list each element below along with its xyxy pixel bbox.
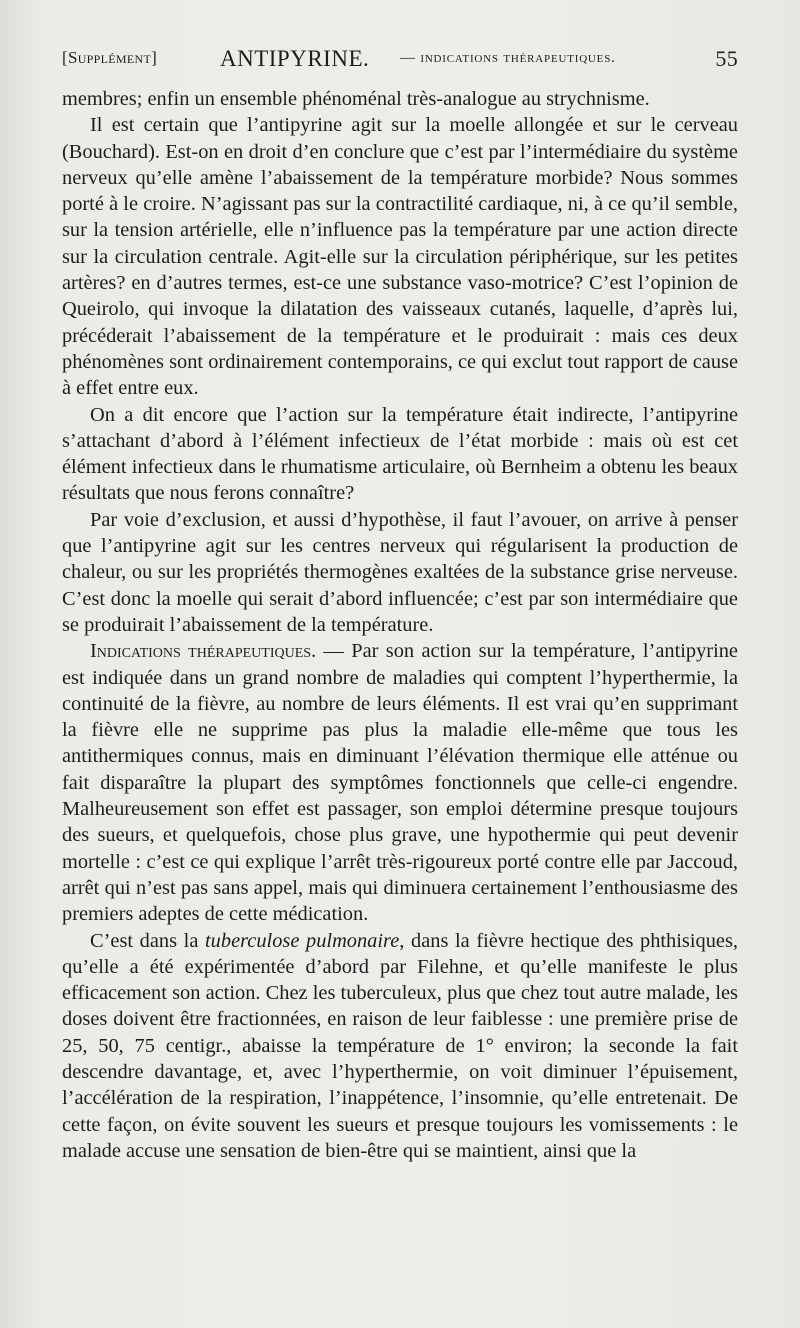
paragraph: Il est certain que l’antipyrine agit sur la moelle allongée et sur le cerveau (Bouchard). Est-on en droit d’en conclure que c’est par l’intermédiaire du système nerveux qu’elle amène l’abaissement de la température morbide? Nous sommes porté à le croire. N’agissant pas sur la contractilité cardiaque, ni, à ce qu’il semble, sur la tension artérielle, elle n’influence pas la température par une action directe sur la circulation centrale. Agit-elle sur la circulation périphérique, sur les petites artères? en d’autres termes, est-ce une substance vaso-motrice? C’est l’opinion de Queirolo, qui invoque la dilatation des vaisseaux cutanés, laquelle, d’après lui, précéderait l’abaissement de la température et le produirait : mais ces deux phénomènes sont ordinairement contemporains, ce qui exclut tout rapport de cause à effet entre eux.: [62, 114, 738, 400]
running-header: [62, 46, 738, 80]
paragraph-indications: Indications thérapeutiques. — Par son action sur la température, l’antipyrine est indiquée dans un grand nombre de maladies qui comptent l’hyperthermie, la continuité de la fièvre, au nombre de leurs éléments. Il est vrai qu’en supprimant la fièvre elle ne supprime pas plus la maladie elle-même que tous les antithermiques connus, mais en diminuant l’élévation thermique elle atténue ou fait disparaître la plupart des symptômes fonctionnels que celle-ci engendre. Malheureusement son effet est passager, son emploi détermine presque toujours des sueurs, et quelquefois, chose plus grave, une hypothermie qui peut devenir mortelle : c’est ce qui explique l’arrêt très-rigoureux porté contre elle par Jaccoud, arrêt qui n’est pas sans appel, mais qui diminuera certainement l’enthousiasme des premiers adeptes de cette médication.: [62, 640, 738, 926]
section-heading: Indications thérapeutiques.: [90, 640, 317, 663]
paragraph-tuberculose: C’est dans la tuberculose pulmonaire, dans la fièvre hectique des phthisiques, qu’elle a été expérimentée d’abord par Filehne, et qu’elle manifeste le plus efficacement son action. Chez les tuberculeux, plus que chez tout autre malade, les doses doivent être fractionnées, en raison de leur faiblesse : une première prise de 25, 50, 75 centigr., abaisse la température de 1° environ; la seconde la fait descendre davantage, et, avec l’hyperthermie, on voit diminuer l’épuisement, l’accélération de la respiration, l’inappétence, l’insomnie, qu’elle entretenait. De cette façon, on évite souvent les sueurs et presque toujours les vomissements : le malade accuse une sensation de bien-être qui se maintient, ainsi que la: [62, 929, 738, 1162]
paragraph: On a dit encore que l’action sur la température était indirecte, l’antipyrine s’attachant d’abord à l’élément infectieux de l’état morbide : mais où est cet élément infectieux dans le rhumatisme articulaire, où Bernheim a obtenu les beaux résultats que nous ferons connaître?: [62, 403, 738, 505]
header-title: ANTIPYRINE.: [220, 46, 370, 71]
paragraph: Par voie d’exclusion, et aussi d’hypothèse, il faut l’avouer, on arrive à penser que l’antipyrine agit sur les centres nerveux qui régularisent la production de chaleur, ou sur les propriétés thermogènes exaltées de la substance grise nerveuse. C’est donc la moelle qui serait d’abord influencée; c’est par son intermédiaire que se produirait l’abaissement de la température.: [62, 508, 738, 636]
header-subtitle: — indications thérapeutiques.: [400, 50, 616, 66]
paragraph: membres; enfin un ensemble phénoménal très-analogue au strychnisme.: [62, 88, 650, 110]
italic-term: tuberculose pulmonaire: [205, 929, 400, 952]
body-text: [62, 86, 738, 1164]
page-number: 55: [715, 46, 738, 71]
supplement-label: [Supplément]: [62, 48, 158, 67]
